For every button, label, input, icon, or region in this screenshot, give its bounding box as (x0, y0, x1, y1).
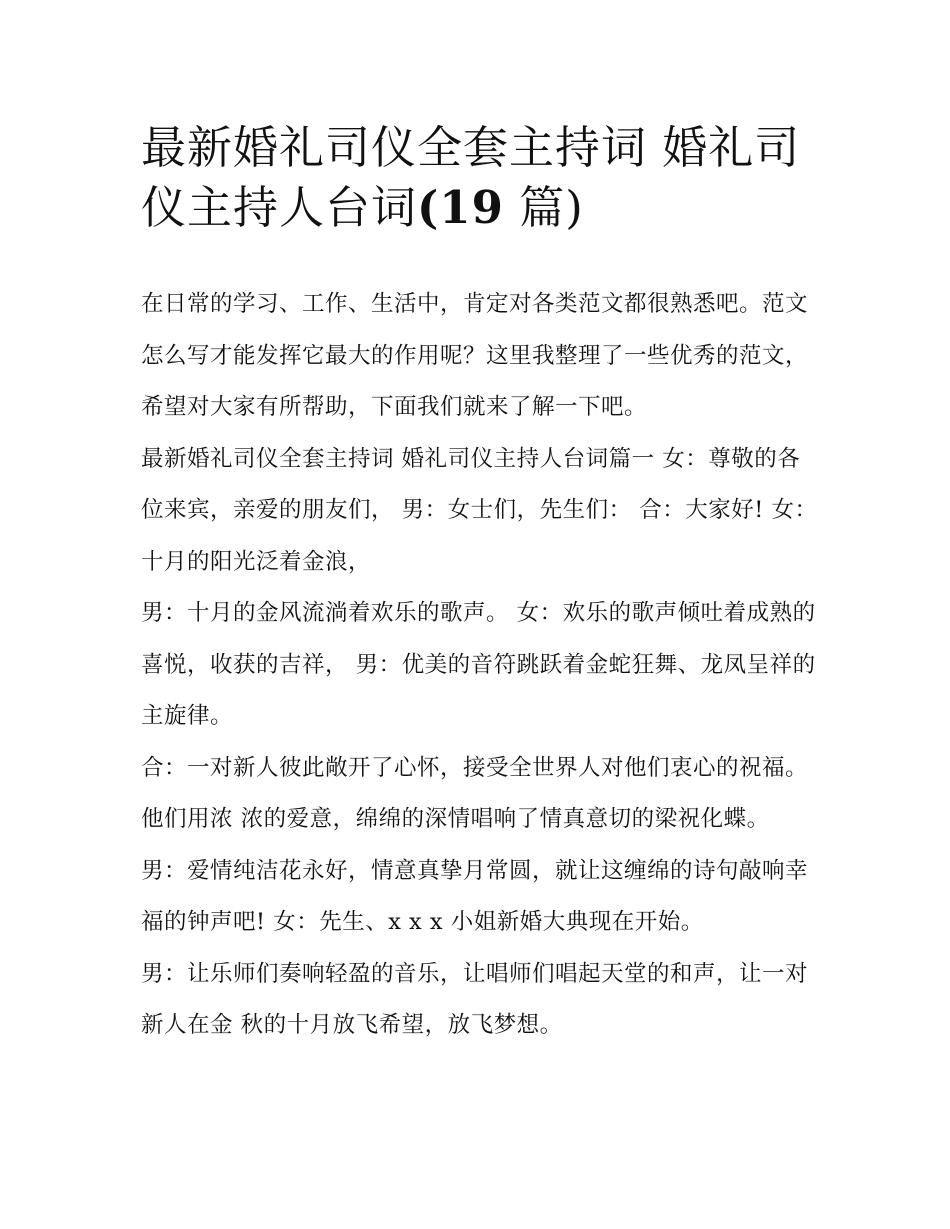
document-body (141, 279, 821, 1052)
paragraph-dialogue-4: 男：让乐师们奏响轻盈的音乐，让唱师们唱起天堂的和声，让一对新人在金 秋的十月放飞希望，放飞梦想。 (141, 960, 809, 1038)
document-title (141, 118, 821, 238)
paragraph-dialogue-2: 合：一对新人彼此敞开了心怀，接受全世界人对他们衷心的祝福。他们用浓 浓的爱意，绵绵的深情唱响了情真意切的梁祝化蝶。 (141, 754, 809, 832)
paragraph-dialogue-3: 男：爱情纯洁花永好，情意真挚月常圆，就让这缠绵的诗句敲响幸福的钟声吧! 女：先生、x x x 小姐新婚大典现在开始。 (141, 857, 809, 935)
title-suffix: 篇) (503, 181, 584, 234)
paragraph-opening: 最新婚礼司仪全套主持词 婚礼司仪主持人台词篇一 女：尊敬的各位来宾，亲爱的朋友们， 男：女士们，先生们： 合：大家好! 女：十月的阳光泛着金浪， (141, 445, 818, 575)
paragraph-dialogue-1: 男：十月的金风流淌着欢乐的歌声。 女：欢乐的歌声倾吐着成熟的喜悦，收获的吉祥， 男：优美的音符跳跃着金蛇狂舞、龙凤呈祥的主旋律。 (141, 600, 816, 729)
title-count: (19 (417, 181, 504, 234)
paragraph-intro: 在日常的学习、工作、生活中，肯定对各类范文都很熟悉吧。范文怎么写才能发挥它最大的作用呢？这里我整理了一些优秀的范文，希望对大家有所帮助，下面我们就来了解一下吧。 (141, 291, 809, 420)
title-text: 最新婚礼司仪全套主持词 婚礼司仪主持人台词 (141, 121, 801, 234)
